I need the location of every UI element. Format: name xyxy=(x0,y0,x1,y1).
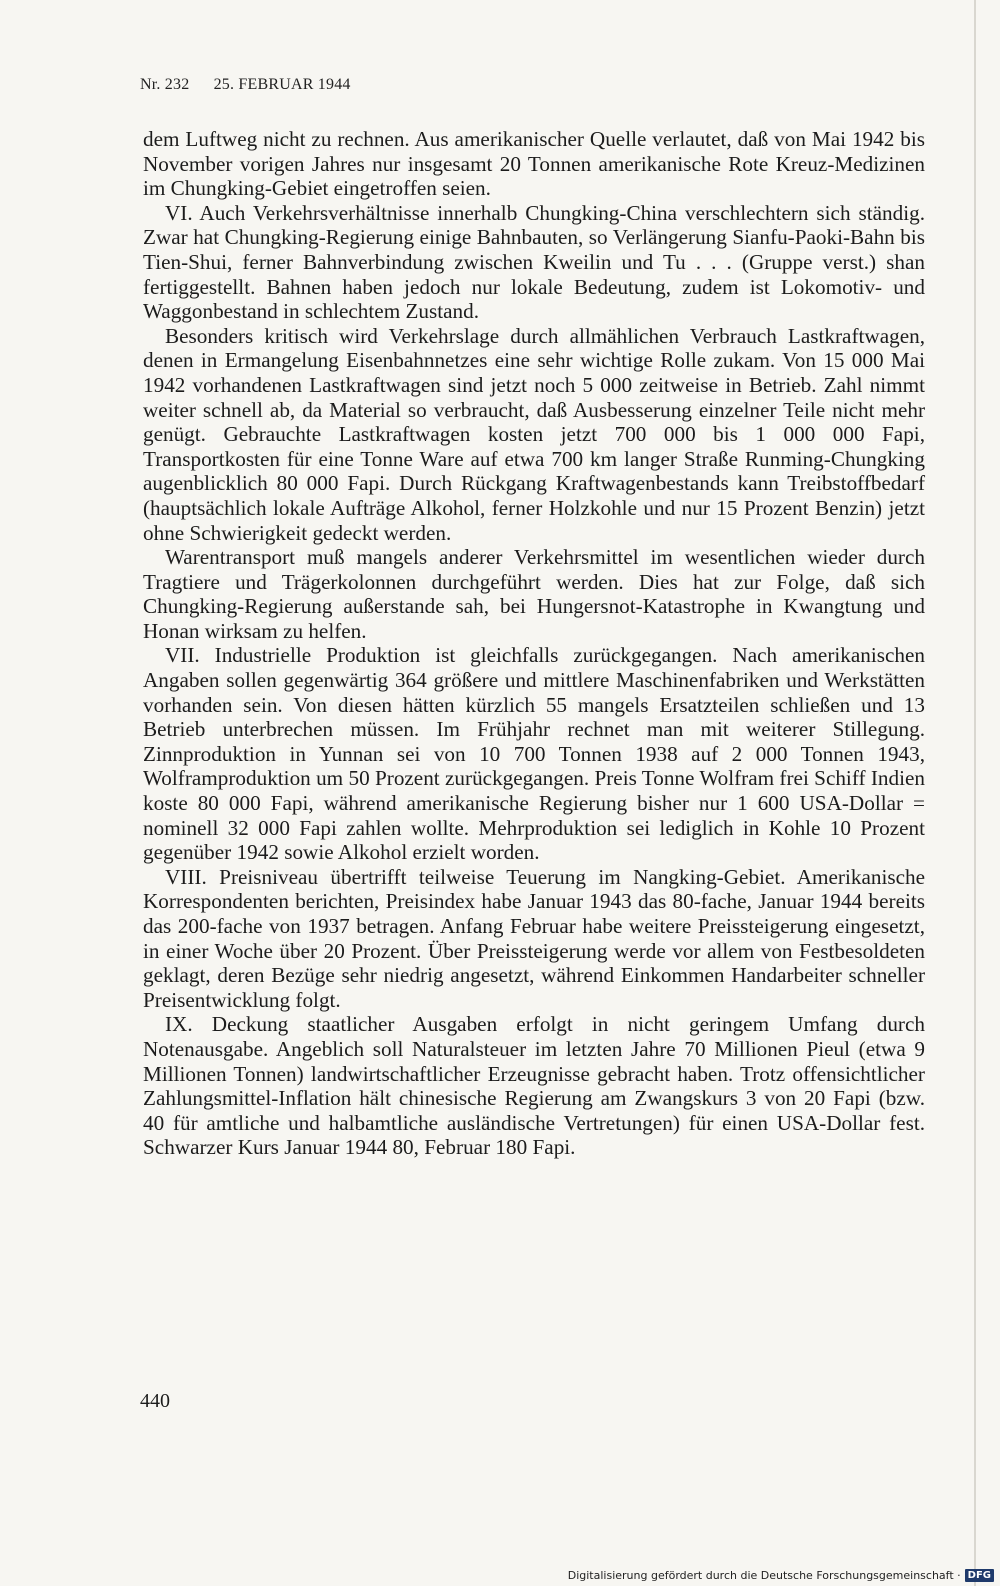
paragraph-trucks: Besonders kritisch wird Verkehrslage durch allmählichen Verbrauch Lastkraftwagen, denen in Ermangelung Eisenbahnnetzes eine sehr wichtige Rolle zukam. Von 15 000 Mai 1942 vorhandenen Lastkraftwagen sind jetzt noch 5 000 zeitweise in Betrieb. Zahl nimmt weiter schnell ab, da Material so verbraucht, daß Ausbesserung einzelner Teile nicht mehr genügt. Gebrauchte Lastkraftwagen kosten jetzt 700 000 bis 1 000 000 Fapi, Transportkosten für eine Tonne Ware auf etwa 700 km langer Straße Runming-Chungking augenblicklich 80 000 Fapi. Durch Rückgang Kraftwagenbestands kann Treibstoffbedarf (hauptsächlich lokale Aufträge Alkohol, ferner Holzkohle und nur 15 Prozent Benzin) jetzt ohne Schwierigkeit gedeckt werden. xyxy=(143,323,925,545)
paragraph-section-viii: VIII. Preisniveau übertrifft teilweise Teuerung im Nangking-Gebiet. Amerikanische Korrespondenten berichten, Preisindex habe Januar 1943 das 80-fache, Januar 1944 bereits das 200-fache von 1937 betragen. Anfang Februar habe weitere Preissteigerung eingesetzt, in einer Woche über 20 Prozent. Über Preissteigerung werde vor allem von Festbesoldeten geklagt, deren Bezüge sehr niedrig angesetzt, während Einkommen Handarbeiter schneller Preisentwicklung folgt. xyxy=(143,864,925,1012)
running-header xyxy=(140,76,351,94)
digitization-footer xyxy=(568,1569,994,1582)
dfg-logo: DFG xyxy=(965,1569,994,1582)
paragraph-section-vi: VI. Auch Verkehrsverhältnisse innerhalb Chungking-China verschlechtern sich ständig. Zwar hat Chungking-Regierung einige Bahnbauten, so Verlängerung Sianfu-Paoki-Bahn bis Tien-Shui, ferner Bahnverbindung zwischen Kweilin und Tu . . . (Gruppe verst.) shan fertiggestellt. Bahnen haben jedoch nur lokale Bedeutung, zudem ist Lokomotiv- und Waggonbestand in schlechtem Zustand. xyxy=(143,200,925,324)
paragraph-continuation: dem Luftweg nicht zu rechnen. Aus amerikanischer Quelle verlautet, daß von Mai 1942 bis November vorigen Jahres nur insgesamt 20 Tonnen amerikanische Rote Kreuz-Medizinen im Chungking-Gebiet eingetroffen seien. xyxy=(143,127,925,201)
issue-number: Nr. 232 xyxy=(140,76,190,93)
page-edge-divider xyxy=(974,0,976,1586)
body-text xyxy=(143,127,925,1160)
page-number: 440 xyxy=(140,1390,170,1412)
issue-date: 25. FEBRUAR 1944 xyxy=(213,76,351,93)
paragraph-section-vii: VII. Industrielle Produktion ist gleichfalls zurückgegangen. Nach amerikanischen Angaben sollen gegenwärtig 364 größere und mittlere Maschinenfabriken und Werkstätten vorhanden sein. Von diesen hätten kürzlich 55 mangels Ersatzteilen schließen und 13 Betrieb unterbrechen müssen. Im Frühjahr rechnet man mit weiterer Stillegung. Zinnproduktion in Yunnan sei von 10 700 Tonnen 1938 auf 2 000 Tonnen 1943, Wolframproduktion um 50 Prozent zurückgegangen. Preis Tonne Wolfram frei Schiff Indien koste 80 000 Fapi, während amerikanische Regierung bisher nur 1 600 USA-Dollar = nominell 32 000 Fapi zahlen wollte. Mehrproduktion sei lediglich in Kohle 10 Prozent gegenüber 1942 sowie Alkohol erzielt worden. xyxy=(143,643,925,865)
footer-credit-text: Digitalisierung gefördert durch die Deutsche Forschungsgemeinschaft · xyxy=(567,1569,961,1582)
paragraph-goods-transport: Warentransport muß mangels anderer Verkehrsmittel im wesentlichen wieder durch Tragtiere und Trägerkolonnen durchgeführt werden. Dies hat zur Folge, daß sich Chungking-Regierung außerstande sah, bei Hungersnot-Katastrophe in Kwangtung und Honan wirksam zu helfen. xyxy=(143,545,925,643)
paragraph-section-ix: IX. Deckung staatlicher Ausgaben erfolgt in nicht geringem Umfang durch Notenausgabe. Angeblich soll Naturalsteuer im letzten Jahre 70 Millionen Pieul (etwa 9 Millionen Tonnen) landwirtschaftlicher Erzeugnisse gebracht haben. Trotz offensichtlicher Zahlungsmittel-Inflation hält chinesische Regierung am Zwangskurs 3 von 20 Fapi (bzw. 40 für amtliche und halbamtliche ausländische Vertretungen) für einen USA-Dollar fest. Schwarzer Kurs Januar 1944 80, Februar 180 Fapi. xyxy=(143,1012,925,1160)
